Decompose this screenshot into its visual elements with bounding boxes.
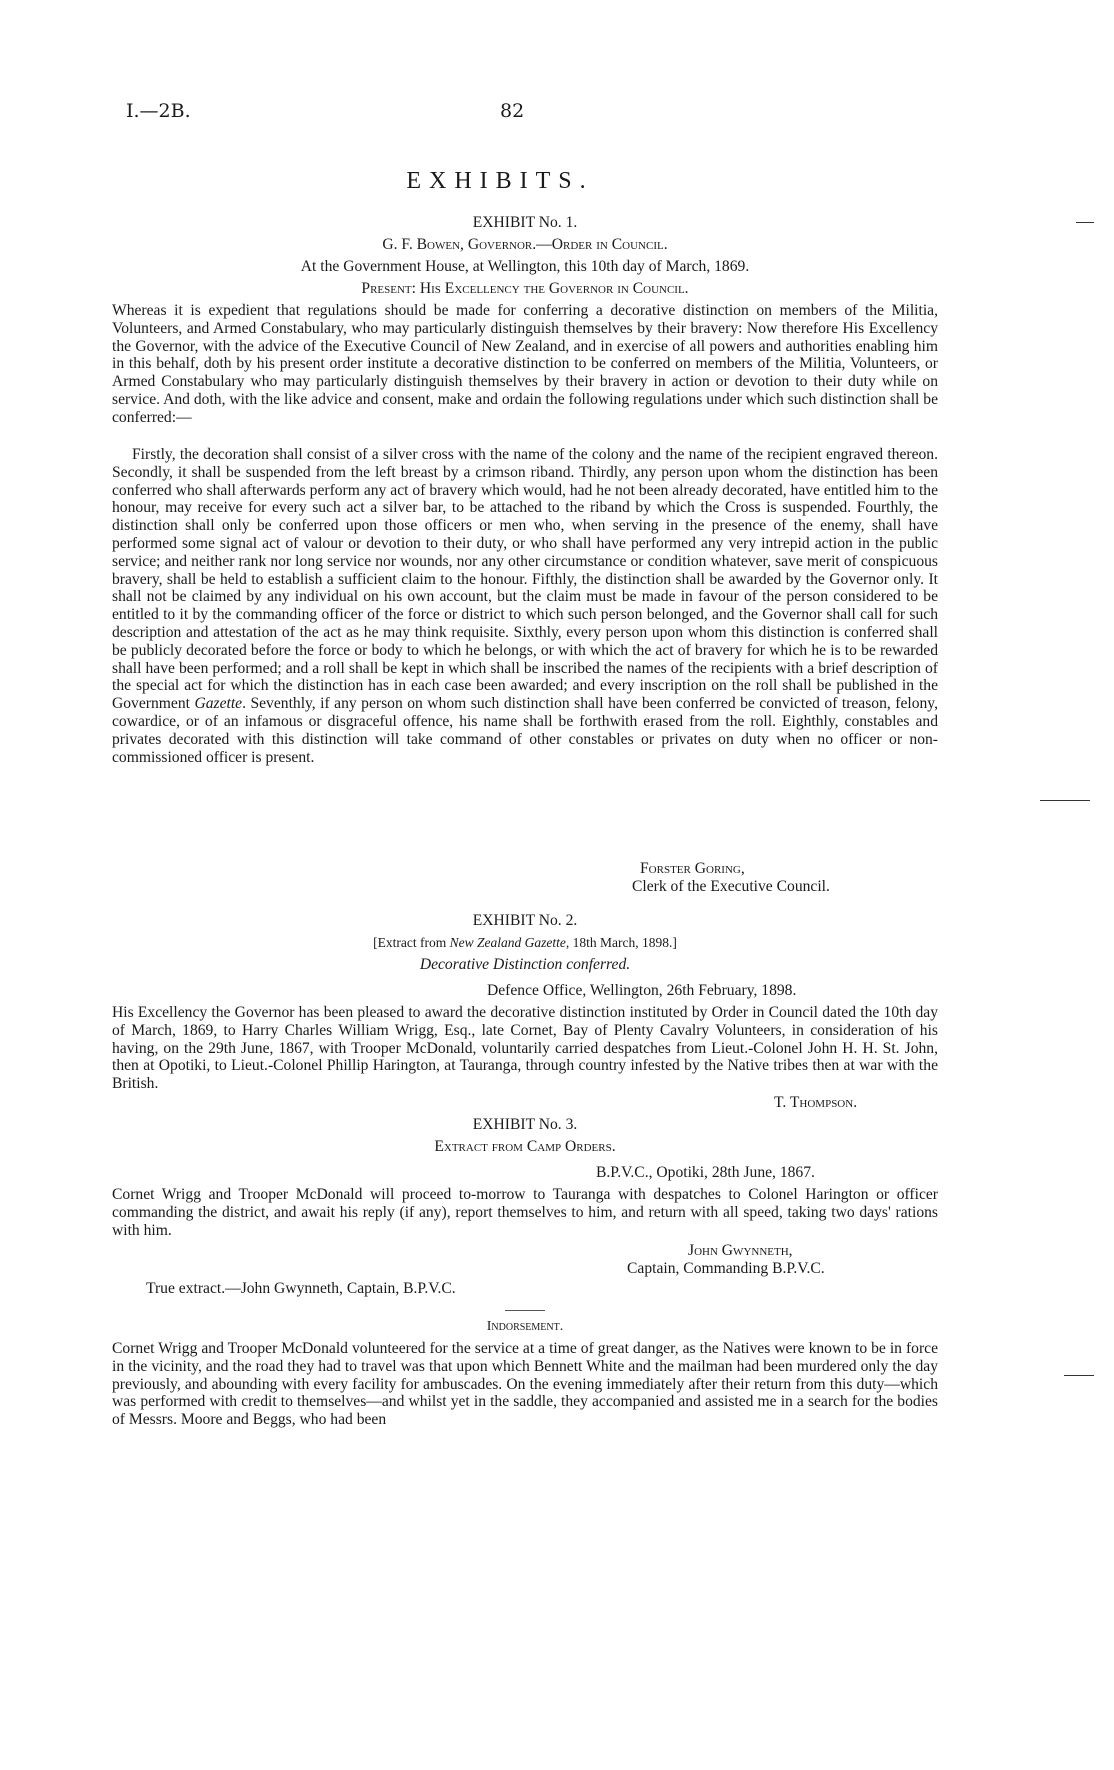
margin-mark: [1064, 1375, 1094, 1376]
exhibit-1-signer: Forster Goring,: [640, 860, 745, 877]
exhibit-1-present: Present: His Excellency the Governor in Council.: [361, 280, 689, 297]
exhibit-2-body: His Excellency the Governor has been pleased to award the decorative distinction instituted by Order in Council dated the 10th day of March, 1869, to Harry Charles William Wrigg, Esq., late Cornet, Bay of Plenty Cavalry Volunteers, in consideration of his having, on the 29th June, 1867, with Trooper McDonald, voluntarily carried despatches from Lieut.-Colonel John H. H. St. John, then at Opotiki, to Lieut.-Colonel Phillip Harington, at Tauranga, through country infested by the Native tribes then at war with the British.: [112, 1004, 938, 1093]
exhibit-3-signer: John Gwynneth,: [688, 1242, 793, 1259]
exhibit-1-rules-text: Firstly, the decoration shall consist of a silver cross with the name of the colony and the name of the recipient engraved thereon. Secondly, it shall be suspended from the left breast by a crimson riband. Thirdly, any person upon whom the distinction has been conferred who shall afterwards perform any act of bravery which would, had he not been already decorated, have entitled him to the honour, may receive for every such act a silver bar, to be attached to the riband by which the Cross is suspended. Fourthly, the distinction shall only be conferred upon those officers or men who, when serving in the presence of the enemy, shall have performed some signal act of valour or devotion to their duty, or who shall have performed any very intrepid action in the public service; and neither rank nor long service nor wounds, nor any other circumstance or condition whatever, save merit of conspicuous bravery, shall be held to establish a sufficient claim to the honour. Fifthly, the distinction shall be awarded by the Governor only. It shall not be claimed by any individual on his own account, but the claim must be made in favour of the person considered to be entitled to it by the commanding officer of the force or district to which such person belonged, and the Governor shall call for such description and attestation of the act as he may think requisite. Sixthly, every person upon whom this distinction is conferred shall be publicly decorated before the force or body to which he belongs, or with which the act of bravery for which he is to be rewarded shall have been performed; and a roll shall be kept in which shall be inscribed the names of the recipients with a brief description of the special act for which the distinction has in each case been awarded; and every inscription on the roll shall be published in the Government: [112, 446, 938, 713]
exhibit-2-extract: [112, 934, 938, 952]
exhibit-1-place: At the Government House, at Wellington, this 10th day of March, 1869.: [300, 258, 750, 275]
exhibit-1-subheading: G. F. Bowen, Governor.—Order in Council.: [382, 236, 668, 253]
exhibit-1-heading: EXHIBIT No. 1.: [472, 214, 578, 231]
section-divider: [505, 1310, 545, 1311]
exhibit-1-signer-title: Clerk of the Executive Council.: [632, 878, 830, 895]
page-title: EXHIBITS.: [406, 168, 594, 194]
exhibit-3-place: B.P.V.C., Opotiki, 28th June, 1867.: [596, 1164, 815, 1181]
exhibit-1-body: Whereas it is expedient that regulations should be made for conferring a decorative distinction on members of the Militia, Volunteers, and Armed Constabulary, who may particularly distinguish themselves by their bravery: Now therefore His Excellency the Governor, with the advice of the Executive Council of New Zealand, and in exercise of all powers and authorities enabling him in this behalf, doth by his present order institute a decorative distinction to be conferred on members of the Militia, Volunteers, or Armed Constabulary who may particularly distinguish themselves by their bravery in action or devotion to their duty while on service. And doth, with the like advice and consent, make and ordain the following regulations under which such distinction shall be conferred:—: [112, 302, 938, 426]
exhibit-3-body: Cornet Wrigg and Trooper McDonald will proceed to-morrow to Tauranga with despatches to Colonel Harington or officer commanding the district, and await his reply (if any), report themselves to him, and return with all speed, taking two days' rations with him.: [112, 1186, 938, 1239]
margin-mark: [1040, 800, 1090, 801]
indorsement-heading: Indorsement.: [486, 1319, 564, 1334]
exhibit-3-signer-title: Captain, Commanding B.P.V.C.: [627, 1260, 825, 1277]
exhibit-1-rules: [112, 446, 938, 766]
exhibit-3-subheading: Extract from Camp Orders.: [434, 1138, 616, 1155]
extract-suffix: , 18th March, 1898.]: [565, 935, 677, 950]
exhibit-2-heading: EXHIBIT No. 2.: [472, 912, 578, 929]
exhibit-3-heading: EXHIBIT No. 3.: [472, 1116, 578, 1133]
gazette-word: Gazette: [194, 695, 243, 713]
exhibit-2-subtitle: Decorative Distinction conferred.: [419, 956, 631, 973]
exhibit-3-true-extract: True extract.—John Gwynneth, Captain, B.P.V.C.: [146, 1280, 456, 1297]
margin-mark: [1076, 222, 1094, 223]
exhibit-2-place: Defence Office, Wellington, 26th February, 1898.: [487, 982, 797, 999]
exhibit-1-rules-end: . Seventhly, if any person on whom such distinction shall have been conferred be convicted of treason, felony, cowardice, or of an infamous or disgraceful offence, his name shall be forthwith erased from the roll. Eighthly, constables and privates decorated with this distinction will take command of other constables or privates on duty when no officer or non-commissioned officer is present.: [112, 695, 938, 766]
extract-source: New Zealand Gazette: [449, 935, 566, 950]
indorsement-body: Cornet Wrigg and Trooper McDonald volunteered for the service at a time of great danger, as the Natives were known to be in force in the vicinity, and the road they had to travel was that upon which Bennett White and the mailman had been murdered only the day previously, and abounding with every facility for ambuscades. On the evening immediately after their return from this duty—which was performed with credit to themselves—and whilst yet in the saddle, they accompanied and assisted me in a search for the bodies of Messrs. Moore and Beggs, who had been: [112, 1340, 938, 1429]
exhibit-2-signer: T. Thompson.: [774, 1094, 858, 1111]
extract-prefix: [Extract from: [373, 935, 450, 950]
document-reference: I.—2B.: [126, 100, 191, 122]
page-number: 82: [500, 100, 525, 122]
